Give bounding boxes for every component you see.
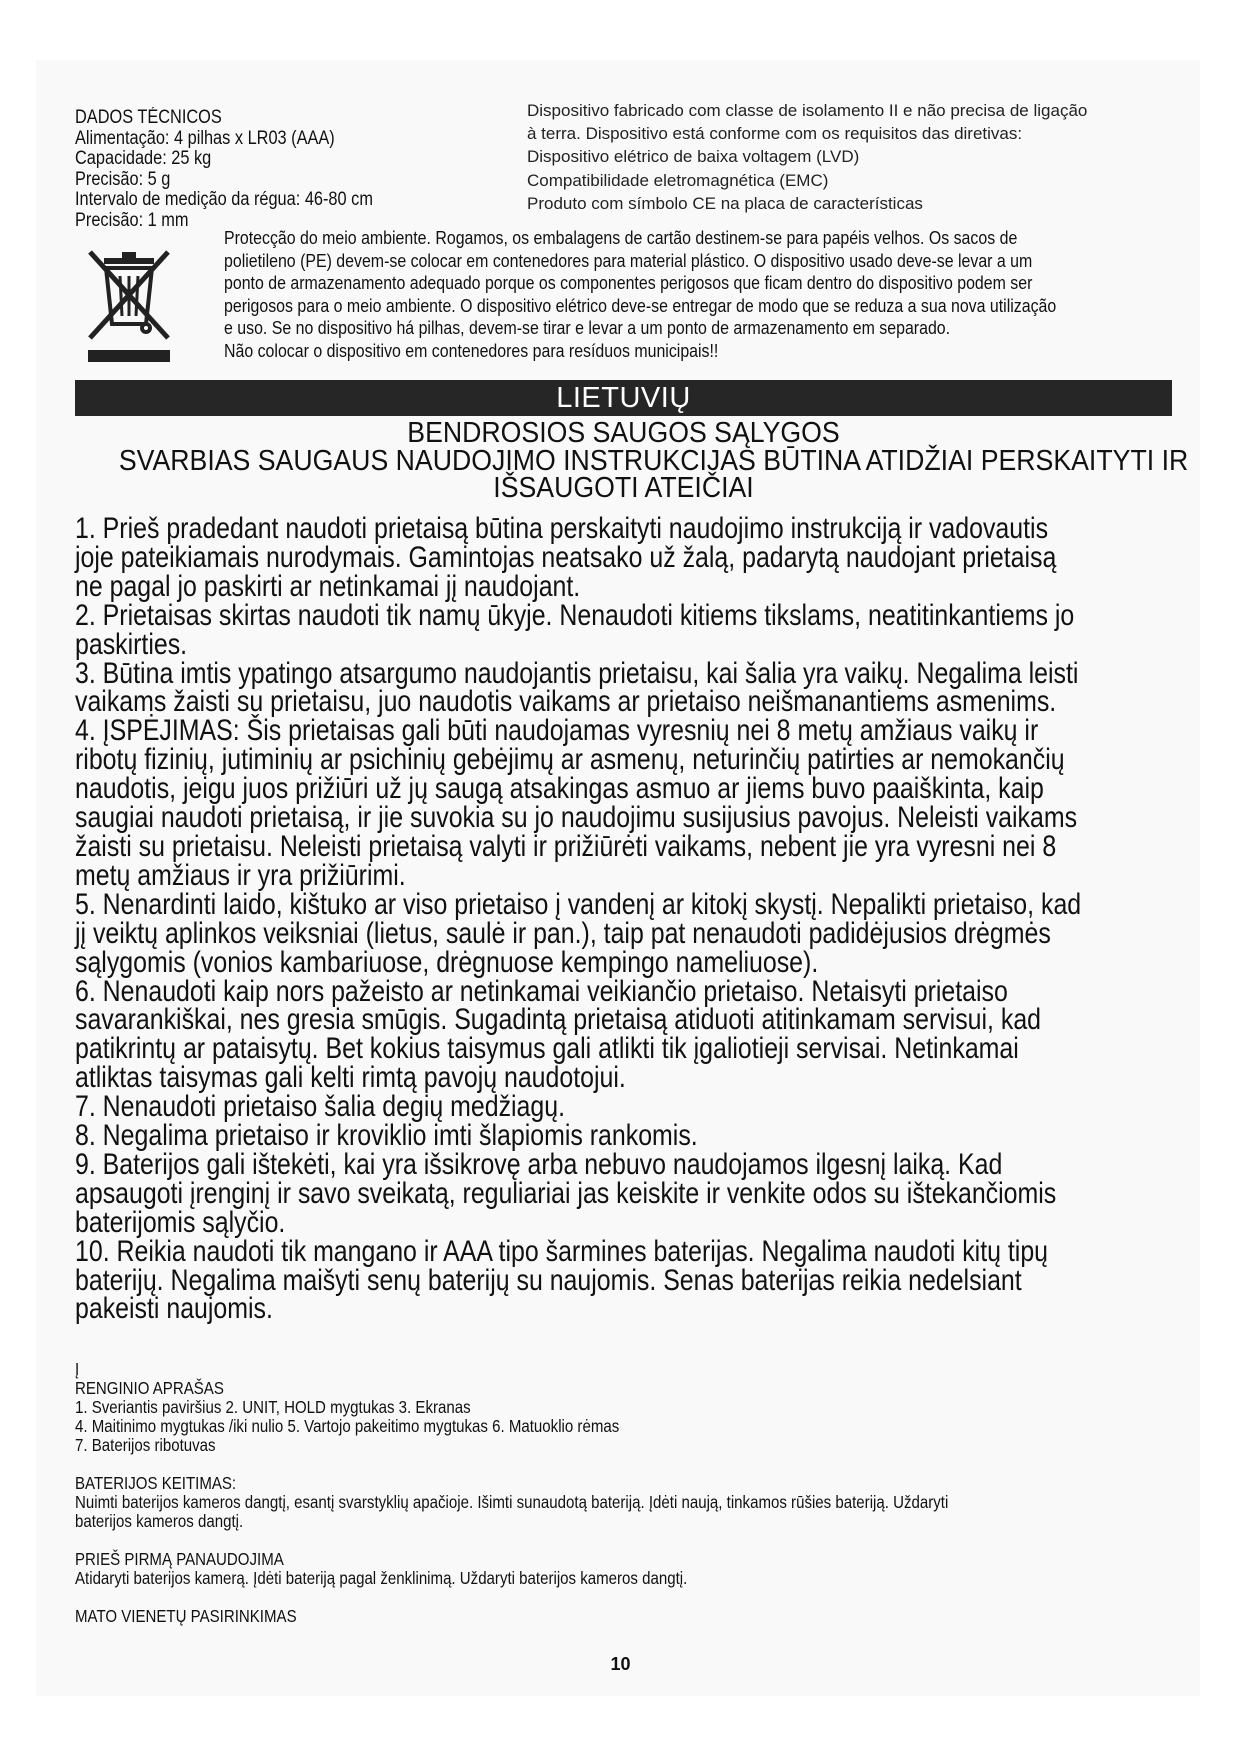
rule-line: ribotų fizinių, jutiminių ar psichinių gebėjimų ar asmenų, neturinčių patirties ar nemokančių — [75, 743, 1065, 777]
rule-line: ne pagal jo paskirti ar netinkamai jį naudojant. — [75, 569, 581, 603]
device-instructions — [75, 1360, 1175, 1626]
conformity-line: Produto com símbolo CE na placa de características — [527, 193, 923, 213]
description-title-prefix: Į — [75, 1359, 80, 1379]
rule-line: jį veiktų aplinkos veiksniai (lietus, saulė ir pan.), taip pat nenaudoti padidėjusios drėgmės — [75, 916, 1051, 950]
conformity-block — [527, 99, 1087, 215]
environment-line: polietileno (PE) devem-se colocar em contenedores para material plástico. O dispositivo usado deve-se levar a um — [224, 249, 1033, 271]
rule-line: 2. Prietaisas skirtas naudoti tik namų ūkyje. Nenaudoti kitiems tikslams, neatitinkantiems jo — [75, 598, 1075, 632]
description-line: 1. Sveriantis paviršius 2. UNIT, HOLD mygtukas 3. Ekranas — [75, 1397, 471, 1417]
technical-line: Alimentação: 4 pilhas x LR03 (AAA) — [75, 127, 335, 149]
page-number: 10 — [610, 1654, 631, 1674]
rule-line: joje pateikiamais nurodymais. Gamintojas neatsako už žalą, padarytą naudojant prietaisą — [75, 540, 1057, 574]
rule-line: pakeisti naujomis. — [75, 1292, 273, 1326]
rule-line: baterijomis sąlyčio. — [75, 1205, 286, 1239]
technical-line: Precisão: 5 g — [75, 168, 171, 190]
rule-line: atliktas taisymas gali kelti rimtą pavojų naudotojui. — [75, 1061, 626, 1095]
description-line: 7. Baterijos ribotuvas — [75, 1435, 216, 1455]
environment-line: perigosos para o meio ambiente. O dispositivo elétrico deve-se entregar de modo que se reduza a sua nova utilização — [224, 294, 1057, 316]
rule-line: baterijų. Negalima maišyti senų baterijų su naujomis. Senas baterijas reikia nedelsiant — [75, 1263, 1022, 1297]
rule-line: 1. Prieš pradedant naudoti prietaisą būtina perskaityti naudojimo instrukciją ir vadovautis — [75, 512, 1049, 545]
description-title: RENGINIO APRAŠAS — [75, 1378, 224, 1398]
technical-line: Intervalo de medição da régua: 46-80 cm — [75, 189, 373, 210]
conformity-line: à terra. Dispositivo está conforme com os requisitos das diretivas: — [527, 124, 1023, 144]
rule-line: metų amžiaus ir yra prižiūrimi. — [75, 858, 406, 892]
environment-text — [224, 227, 1234, 363]
rule-line: savarankiškai, nes gresia smūgis. Sugadintą prietaisą atiduoti atitinkamam servisui, kad — [75, 1003, 1042, 1037]
safety-heading — [75, 417, 1189, 504]
battery-title: BATERIJOS KEITIMAS: — [75, 1473, 237, 1493]
conformity-line: Compatibilidade eletromagnética (EMC) — [527, 170, 829, 190]
rule-line: 6. Nenaudoti kaip nors pažeisto ar netinkamai veikiančio prietaiso. Netaisyti prietaiso — [75, 974, 1008, 1008]
rule-line: apsaugoti įrenginį ir savo sveikatą, reguliariai jas keiskite ir venkite odos su ištekančiomis — [75, 1176, 1057, 1210]
rule-line: paskirties. — [75, 627, 188, 661]
rule-line: naudotis, jeigu juos prižiūri už jų saugą atsakingas asmuo ar jiems buvo paaiškinta, kaip — [75, 772, 1044, 806]
rule-line: patikrintų ar pataisytų. Bet kokius taisymus gali atlikti tik įgaliotieji servisai. Netinkamai — [75, 1032, 1019, 1066]
rule-line: 10. Reikia naudoti tik mangano ir AAA tipo šarmines baterijas. Negalima naudoti kitų tipų — [75, 1234, 1049, 1268]
first-use-title: PRIEŠ PIRMĄ PANAUDOJIMA — [75, 1549, 284, 1569]
heading-line: SVARBIAS SAUGAUS NAUDOJIMO INSTRUKCIJAS BŪTINA ATIDŽIAI PERSKAITYTI IR — [118, 444, 1189, 477]
rule-line: 4. ĮSPĖJIMAS: Šis prietaisas gali būti naudojamas vyresnių nei 8 metų amžiaus vaikų ir — [75, 714, 1039, 748]
technical-line: Capacidade: 25 kg — [75, 148, 212, 169]
environment-line: Não colocar o dispositivo em contenedores para resíduos municipais!! — [224, 339, 719, 361]
technical-title: DADOS TÉCNICOS — [75, 107, 222, 128]
units-title: MATO VIENETŲ PASIRINKIMAS — [75, 1606, 297, 1626]
rule-line: saugiai naudoti prietaisą, ir jie suvokia su jo naudojimu susijusius pavojus. Neleisti vaikams — [75, 801, 1078, 835]
rule-line: vaikams žaisti su prietaisu, juo naudotis vaikams ar prietaiso neišmanantiems asmenims. — [75, 685, 1057, 719]
conformity-line: Dispositivo elétrico de baixa voltagem (LVD) — [527, 147, 860, 167]
rule-line: sąlygomis (vonios kambariuose, drėgnuose kempingo nameliuose). — [75, 945, 819, 979]
safety-rules — [75, 512, 1195, 1326]
rule-line: 8. Negalima prietaiso ir kroviklio imti šlapiomis rankomis. — [75, 1119, 698, 1153]
conformity-line: Dispositivo fabricado com classe de isolamento II e não precisa de ligação — [527, 101, 1088, 120]
technical-line: Precisão: 1 mm — [75, 209, 189, 231]
language-header: LIETUVIŲ — [75, 380, 1172, 416]
rule-line: žaisti su prietaisu. Neleisti prietaisą valyti ir prižiūrėti vaikams, nebent jie yra vyresni nei 8 — [75, 829, 1057, 863]
rule-line: 9. Baterijos gali ištekėti, kai yra išsikrovę arba nebuvo naudojamos ilgesnį laiką. Kad — [75, 1147, 1003, 1181]
weee-crossed-bin-icon — [84, 246, 174, 364]
heading-line: IŠSAUGOTI ATEIČIAI — [493, 472, 754, 504]
technical-data — [75, 108, 421, 231]
heading-line: BENDROSIOS SAUGOS SĄLYGOS — [407, 417, 840, 449]
rule-line: 7. Nenaudoti prietaiso šalia degių medžiagų. — [75, 1090, 566, 1124]
description-line: 4. Maitinimo mygtukas /iki nulio 5. Vartojo pakeitimo mygtukas 6. Matuoklio rėmas — [75, 1416, 620, 1436]
battery-line: baterijos kameros dangtį. — [75, 1511, 244, 1531]
environment-line: Protecção do meio ambiente. Rogamos, os embalagens de cartão destinem-se para papéis velhos. Os sacos de — [224, 227, 1018, 248]
battery-line: Nuimti baterijos kameros dangtį, esantį svarstyklių apačioje. Išimti sunaudotą bateriją. Įdėti naują, tinkamos rūšies bateriją. Uždaryti — [75, 1492, 949, 1512]
rule-line: 5. Nenardinti laido, kištuko ar viso prietaiso į vandenį ar kitokį skystį. Nepalikti prietaiso, kad — [75, 887, 1082, 921]
environment-line: e uso. Se no dispositivo há pilhas, devem-se tirar e levar a um ponto de armazenamento em separado. — [224, 317, 951, 339]
environment-line: ponto de armazenamento adequado porque os componentes perigosos que ficam dentro do dispositivo podem ser — [224, 272, 1033, 294]
first-use-line: Atidaryti baterijos kamerą. Įdėti bateriją pagal ženklinimą. Uždaryti baterijos kameros dangtį. — [75, 1568, 688, 1588]
rule-line: 3. Būtina imtis ypatingo atsargumo naudojantis prietaisu, kai šalia yra vaikų. Negalima leisti — [75, 656, 1079, 690]
